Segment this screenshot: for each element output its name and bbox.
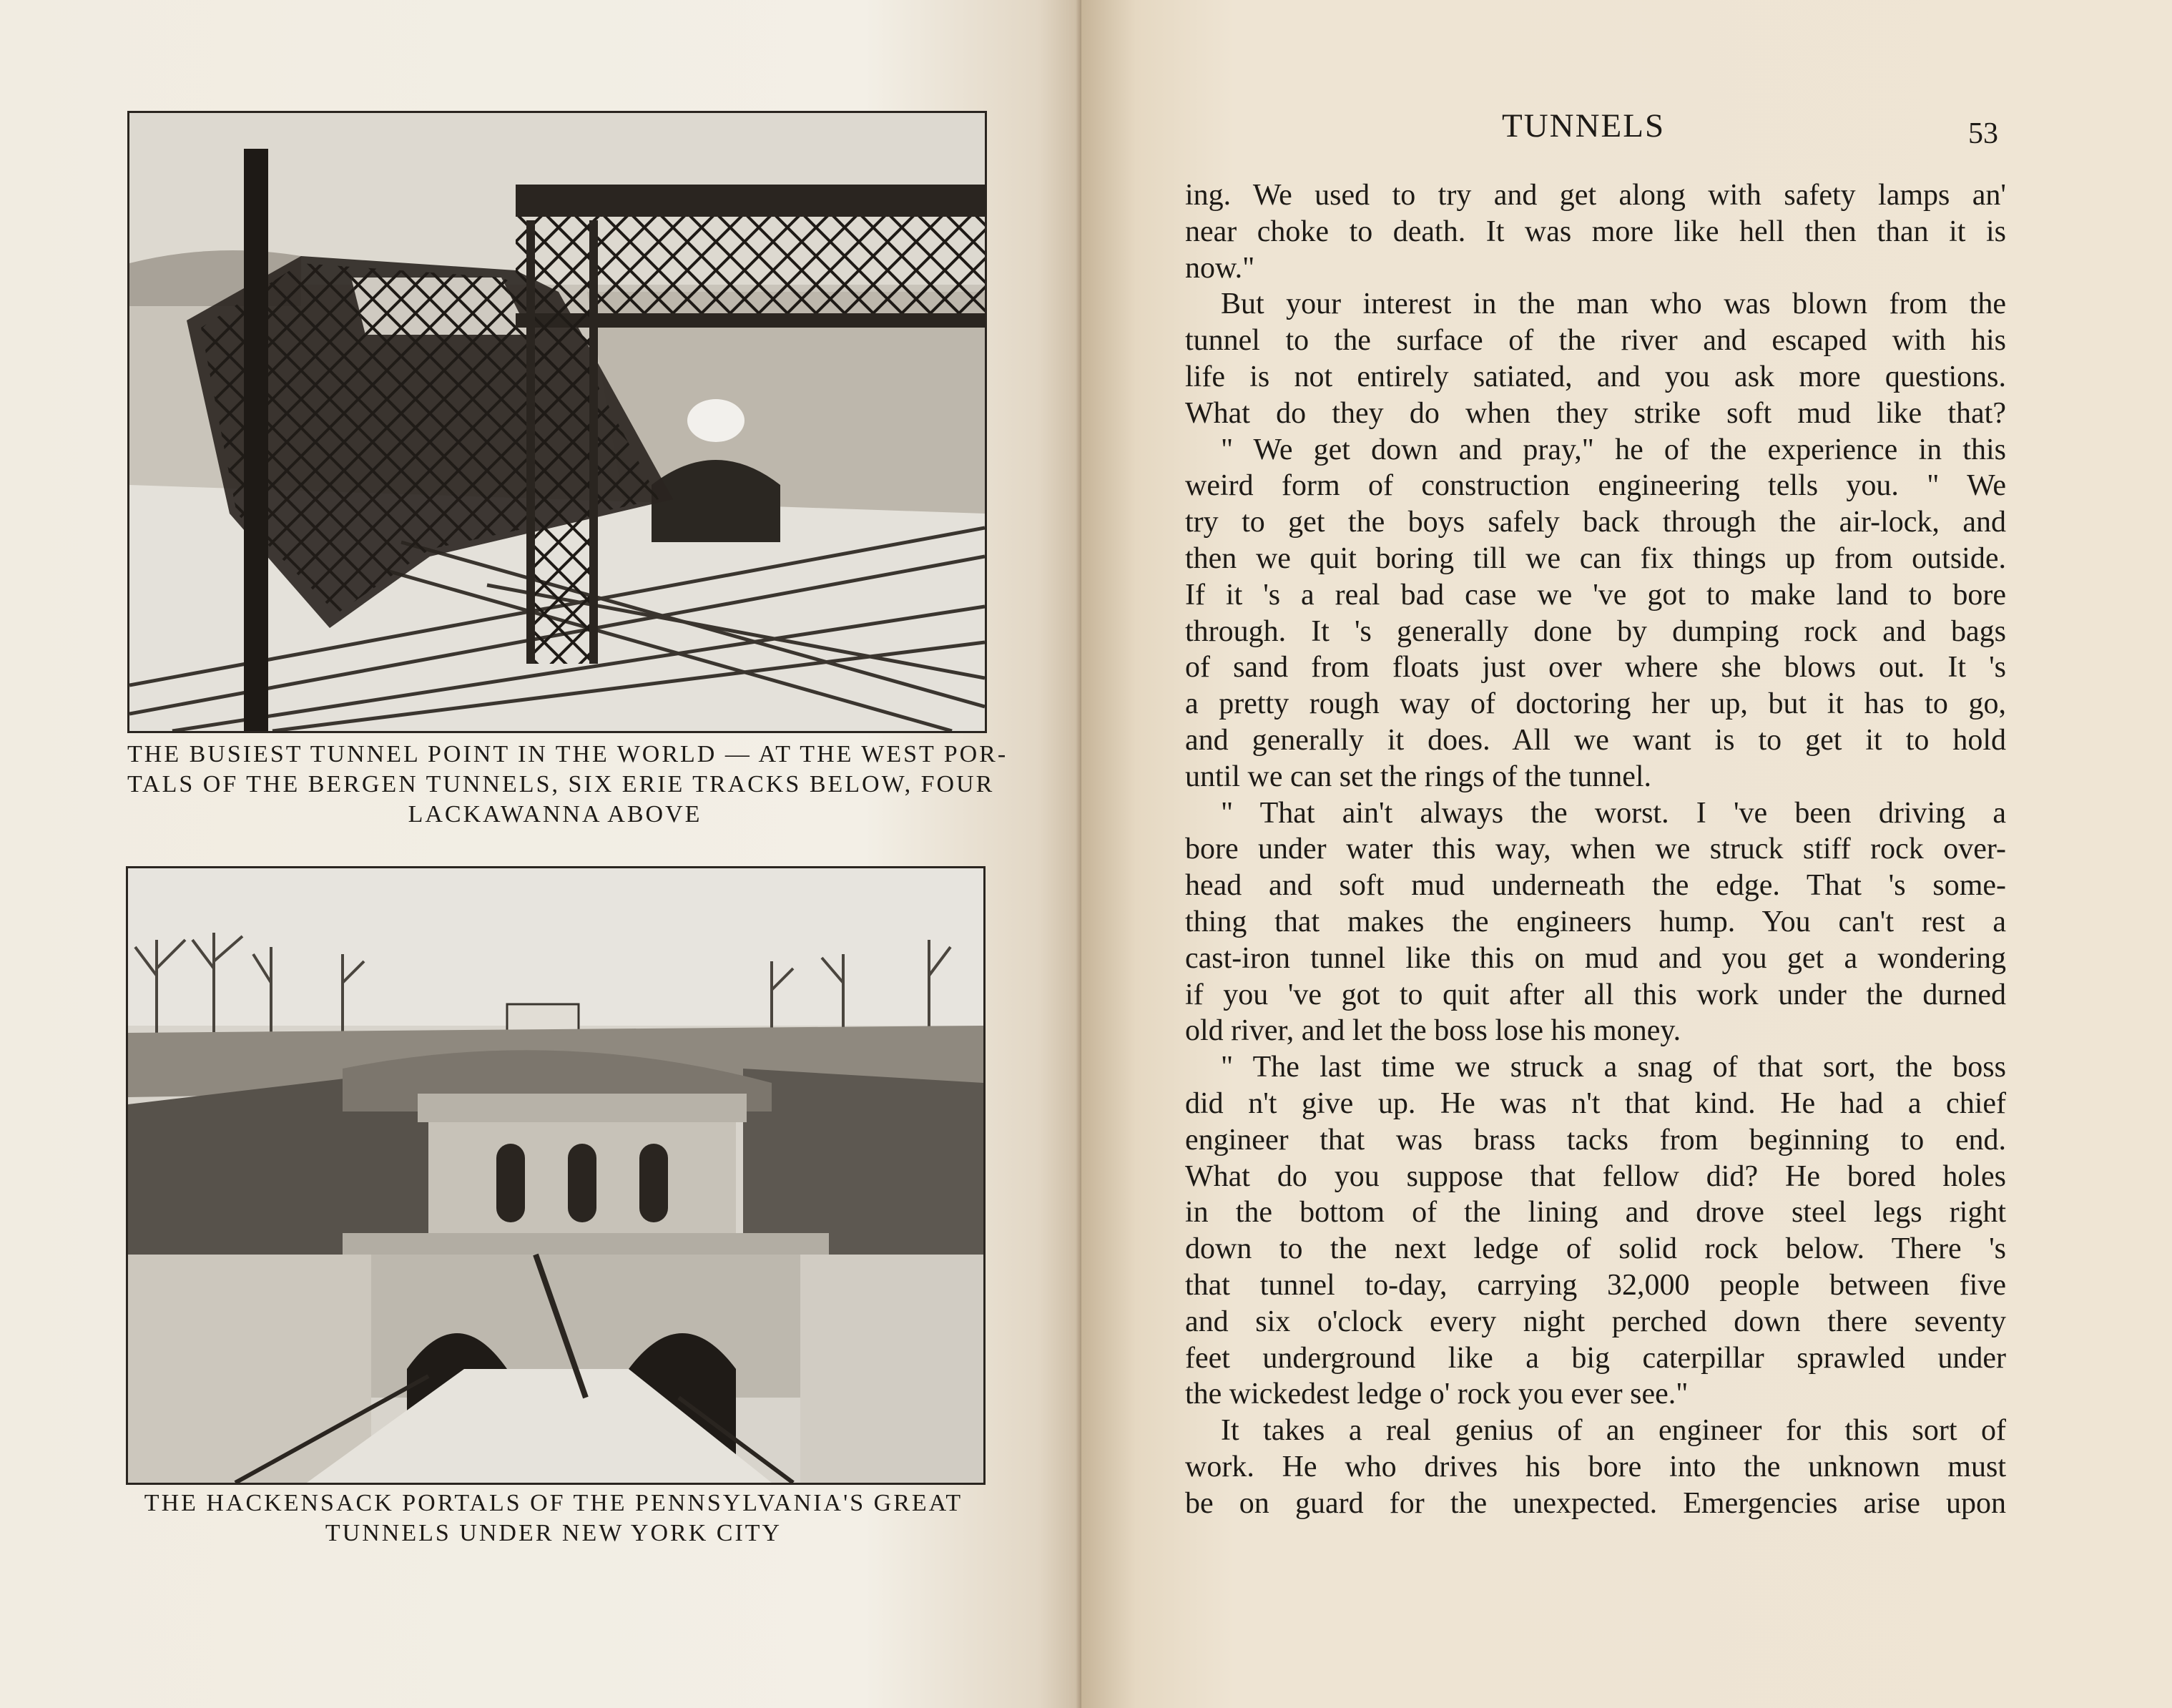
- body-text: [1185, 177, 2006, 1521]
- text-line: did n't give up. He was n't that kind. He had a chief: [1185, 1086, 2006, 1120]
- text-line: a pretty rough way of doctoring her up, but it has to go,: [1185, 687, 2006, 721]
- text-line: be on guard for the unexpected. Emergencies arise upon: [1185, 1486, 2006, 1520]
- text-line: weird form of construction engineering tells you. " We: [1185, 469, 2006, 503]
- text-line: cast-iron tunnel like this on mud and you get a wondering: [1185, 941, 2006, 975]
- text-line: " The last time we struck a snag of that sort, the boss: [1221, 1051, 2006, 1084]
- text-line: " That ain't always the worst. I 've been driving a: [1221, 796, 2006, 830]
- text-line: the wickedest ledge o' rock you ever see.": [1185, 1378, 1689, 1411]
- text-line: down to the next ledge of solid rock below. There 's: [1185, 1232, 2006, 1266]
- text-line: It takes a real genius of an engineer for this sort of: [1221, 1414, 2006, 1448]
- text-line: try to get the boys safely back through the air-lock, and: [1185, 506, 2006, 539]
- page-number: 53: [1968, 117, 1998, 150]
- text-line: that tunnel to-day, carrying 32,000 people between five: [1185, 1268, 2006, 1302]
- caption-bergen-tunnels: [127, 740, 1008, 830]
- text-line: if you 've got to quit after all this work under the durned: [1185, 978, 2006, 1011]
- photo-hackensack-portals: [126, 866, 986, 1485]
- text-line: What do you suppose that fellow did? He bored holes: [1185, 1159, 2006, 1193]
- caption-hackensack-portals: [126, 1488, 981, 1549]
- text-line: old river, and let the boss lose his money.: [1185, 1014, 1681, 1048]
- photo-bergen-tunnel-portals: [127, 111, 987, 733]
- caption-line: THE BUSIEST TUNNEL POINT IN THE WORLD — AT THE WEST POR-: [127, 741, 1008, 767]
- caption-line: TALS OF THE BERGEN TUNNELS, SIX ERIE TRACKS BELOW, FOUR: [127, 771, 995, 797]
- text-line: life is not entirely satiated, and you ask more questions.: [1185, 360, 2006, 393]
- text-line: feet underground like a big caterpillar sprawled under: [1185, 1341, 2006, 1375]
- text-line: through. It 's generally done by dumping rock and bags: [1185, 614, 2006, 648]
- text-line: head and soft mud underneath the edge. That 's some-: [1185, 869, 2006, 903]
- text-line: If it 's a real bad case we 've got to make land to bore: [1185, 578, 2006, 612]
- text-line: then we quit boring till we can fix things up from outside.: [1185, 541, 2006, 575]
- text-line: tunnel to the surface of the river and escaped with his: [1185, 324, 2006, 358]
- text-line: " We get down and pray," he of the experience in this: [1221, 433, 2006, 466]
- text-line: of sand from floats just over where she blows out. It 's: [1185, 651, 2006, 684]
- running-header: TUNNELS: [1502, 107, 1666, 144]
- text-line: bore under water this way, when we struck stiff rock over-: [1185, 833, 2006, 866]
- left-page: [0, 0, 1081, 1708]
- text-line: ing. We used to try and get along with safety lamps an': [1185, 179, 2006, 212]
- text-line: near choke to death. It was more like hell then than it is: [1185, 215, 2006, 248]
- text-line: and generally it does. All we want is to get it to hold: [1185, 723, 2006, 757]
- caption-line: LACKAWANNA ABOVE: [408, 801, 702, 828]
- text-line: and six o'clock every night perched down there seventy: [1185, 1305, 2006, 1338]
- text-line: work. He who drives his bore into the unknown must: [1185, 1450, 2006, 1483]
- text-line: until we can set the rings of the tunnel.: [1185, 760, 1652, 793]
- text-line: What do they do when they strike soft mud like that?: [1185, 396, 2006, 430]
- text-line: in the bottom of the lining and drove steel legs right: [1185, 1196, 2006, 1230]
- caption-line: TUNNELS UNDER NEW YORK CITY: [325, 1520, 782, 1546]
- text-line: engineer that was brass tacks from beginning to end.: [1185, 1123, 2006, 1157]
- caption-line: THE HACKENSACK PORTALS OF THE PENNSYLVANIA'S GREAT: [144, 1490, 963, 1516]
- text-line: now.": [1185, 251, 1255, 285]
- text-line: But your interest in the man who was blown from the: [1221, 288, 2006, 321]
- text-line: thing that makes the engineers hump. You can't rest a: [1185, 905, 2006, 938]
